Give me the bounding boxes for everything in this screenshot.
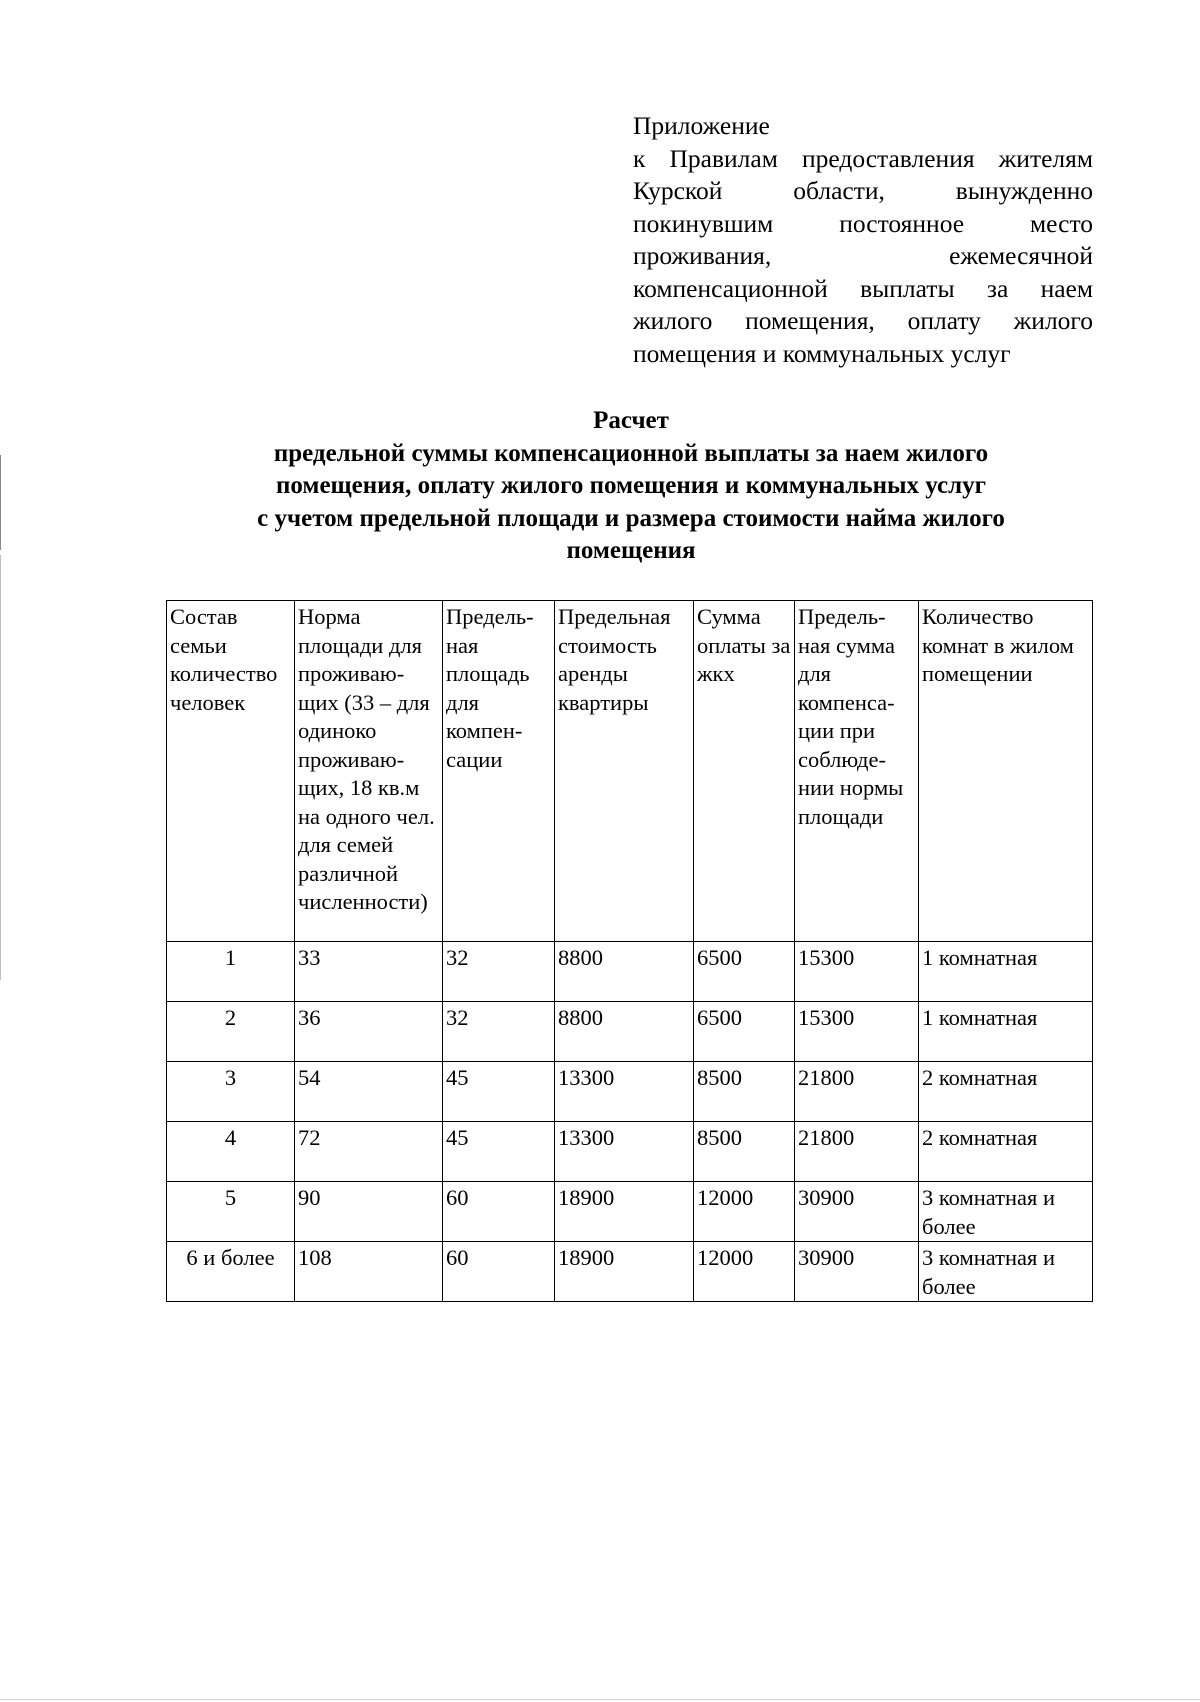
title-line: помещения	[566, 537, 696, 564]
annex-block	[633, 110, 1093, 370]
annex-title: Приложение	[633, 111, 770, 140]
table-cell: 5	[167, 1182, 295, 1242]
table-header-row	[167, 601, 1093, 942]
table-cell: 13300	[555, 1062, 694, 1122]
table-cell: 3	[167, 1062, 295, 1122]
table-cell: 8500	[694, 1062, 795, 1122]
table-cell: 6500	[694, 942, 795, 1002]
table-cell: 8800	[555, 942, 694, 1002]
table-cell: 2	[167, 1002, 295, 1062]
table-cell: 2 комнатная	[919, 1062, 1093, 1122]
table-cell: 36	[295, 1002, 443, 1062]
title-line: Расчет	[593, 407, 669, 434]
table-cell: 6 и более	[167, 1242, 295, 1302]
calculation-table	[166, 600, 1093, 1302]
table-cell: 1 комнатная	[919, 1002, 1093, 1062]
header-area-norm: Норма площади для проживаю-щих (33 – для одиноко проживаю-щих, 18 кв.м на одного чел. для семей различной численности)	[295, 601, 443, 942]
table-cell: 15300	[795, 942, 919, 1002]
table-row	[167, 1122, 1093, 1182]
header-rooms: Количество комнат в жилом помещении	[919, 601, 1093, 942]
header-max-rent: Предельная стоимость аренды квартиры	[555, 601, 694, 942]
table-cell: 12000	[694, 1242, 795, 1302]
table-cell: 45	[443, 1122, 555, 1182]
table-cell: 90	[295, 1182, 443, 1242]
table-cell: 3 комнатная и более	[919, 1182, 1093, 1242]
table-row	[167, 1002, 1093, 1062]
annex-text: к Правилам предоставления жителям Курской области, вынужденно покинувшим постоянное место проживания, ежемесячной компенсационной выплаты за наем жилого помещения, оплату жилого помещения и коммунальных услуг	[633, 143, 1093, 368]
table-cell: 108	[295, 1242, 443, 1302]
table-cell: 1 комнатная	[919, 942, 1093, 1002]
header-max-area: Предель-ная площадь для компен-сации	[443, 601, 555, 942]
table-cell: 4	[167, 1122, 295, 1182]
table-row	[167, 1242, 1093, 1302]
table-cell: 33	[295, 942, 443, 1002]
header-family-size: Состав семьи количество человек	[167, 601, 295, 942]
table-cell: 6500	[694, 1002, 795, 1062]
title-line: с учетом предельной площади и размера стоимости найма жилого	[257, 504, 1005, 532]
header-utilities: Сумма оплаты за жкх	[694, 601, 795, 942]
table-row	[167, 1062, 1093, 1122]
table-cell: 13300	[555, 1122, 694, 1182]
table-cell: 1	[167, 942, 295, 1002]
table-cell: 54	[295, 1062, 443, 1122]
document-title	[196, 405, 1066, 568]
table-cell: 30900	[795, 1182, 919, 1242]
table-cell: 8500	[694, 1122, 795, 1182]
table-cell: 8800	[555, 1002, 694, 1062]
header-max-compensation: Предель-ная сумма для компенса-ции при соблюде-нии нормы площади	[795, 601, 919, 942]
table-cell: 2 комнатная	[919, 1122, 1093, 1182]
scan-bottom-edge	[0, 1699, 1200, 1700]
table-cell: 15300	[795, 1002, 919, 1062]
table-cell: 21800	[795, 1122, 919, 1182]
table-cell: 21800	[795, 1062, 919, 1122]
table-row	[167, 1182, 1093, 1242]
table-cell: 18900	[555, 1242, 694, 1302]
table-cell: 3 комнатная и более	[919, 1242, 1093, 1302]
table-cell: 60	[443, 1182, 555, 1242]
scan-edge-mark	[0, 455, 1, 550]
table-cell: 72	[295, 1122, 443, 1182]
table-cell: 12000	[694, 1182, 795, 1242]
table-cell: 60	[443, 1242, 555, 1302]
table-row	[167, 942, 1093, 1002]
title-line: предельной суммы компенсационной выплаты за наем жилого	[273, 439, 989, 467]
title-line: помещения, оплату жилого помещения и коммунальных услуг	[275, 472, 986, 499]
table-cell: 32	[443, 942, 555, 1002]
scan-edge-mark	[0, 555, 1, 980]
table-cell: 45	[443, 1062, 555, 1122]
table-cell: 18900	[555, 1182, 694, 1242]
table-cell: 32	[443, 1002, 555, 1062]
table-cell: 30900	[795, 1242, 919, 1302]
